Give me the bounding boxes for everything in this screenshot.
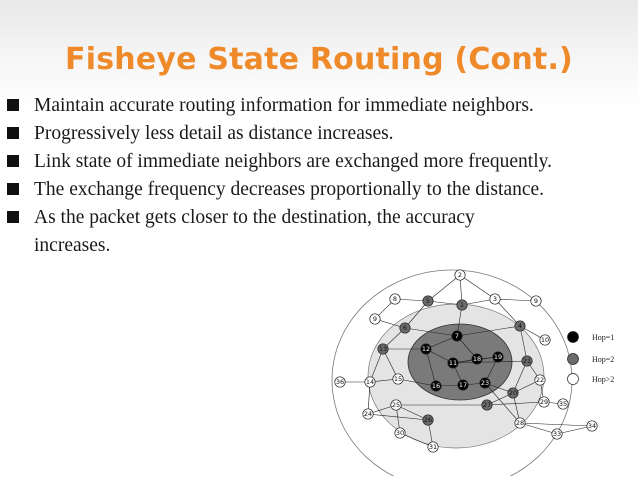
node-label: 7 <box>454 332 460 340</box>
node-label: 16 <box>431 382 441 390</box>
node-label: 14 <box>365 378 375 386</box>
square-bullet-icon <box>7 127 19 139</box>
node-label: 29 <box>539 398 549 406</box>
network-node-10 <box>540 335 550 345</box>
node-label: 26 <box>423 416 433 424</box>
node-label: 21 <box>522 357 532 365</box>
slide-title: Fisheye State Routing (Cont.) <box>65 42 573 77</box>
node-label: 34 <box>587 422 597 430</box>
network-node-7 <box>452 331 462 341</box>
node-label: 12 <box>421 345 431 353</box>
network-node-15 <box>393 374 403 384</box>
node-label: 36 <box>335 378 345 386</box>
node-label: 25 <box>391 401 401 409</box>
node-label: 33 <box>552 430 562 438</box>
bullet-item <box>0 94 638 122</box>
node-label: 6 <box>402 324 408 332</box>
network-node-21 <box>522 356 532 366</box>
bullet-text: Progressively less detail as distance increases. <box>34 123 394 144</box>
node-label: 15 <box>393 375 403 383</box>
node-label: 10 <box>540 336 550 344</box>
bullet-text-line2: increases. <box>34 235 111 256</box>
network-node-23 <box>480 378 490 388</box>
node-label: 11 <box>448 359 458 367</box>
node-label: 13 <box>378 345 388 353</box>
bullet-continuation <box>0 230 638 258</box>
bullet-text: Link state of immediate neighbors are exchanged more frequently. <box>34 151 552 172</box>
node-label: 9 <box>372 315 378 323</box>
network-node-13 <box>378 344 388 354</box>
node-label: 1 <box>459 301 465 309</box>
network-node-16 <box>431 381 441 391</box>
network-node-18 <box>472 354 482 364</box>
square-bullet-icon <box>7 155 19 167</box>
network-node-30 <box>395 428 405 438</box>
square-bullet-icon <box>7 99 19 111</box>
node-label: 23 <box>480 379 490 387</box>
legend-swatch <box>568 374 579 385</box>
network-node-12 <box>421 344 431 354</box>
bullet-item <box>0 178 638 206</box>
network-node-28 <box>515 418 525 428</box>
network-node-11 <box>448 358 458 368</box>
bullet-text: Maintain accurate routing information for immediate neighbors. <box>34 95 534 116</box>
network-node-33 <box>552 429 562 439</box>
network-node-27 <box>482 400 492 410</box>
bullet-text: The exchange frequency decreases proportionally to the distance. <box>34 179 545 200</box>
network-node-6 <box>400 323 410 333</box>
network-node-34 <box>587 421 597 431</box>
network-node-22 <box>535 375 545 385</box>
fisheye-network-diagram <box>330 258 635 476</box>
node-label: 30 <box>395 429 405 437</box>
node-label: 17 <box>458 381 468 389</box>
network-node-9 <box>370 314 380 324</box>
legend-label: Hop=1 <box>592 333 615 342</box>
bullet-item <box>0 122 638 150</box>
network-node-2 <box>455 270 465 280</box>
node-label: 28 <box>515 419 525 427</box>
node-label: 35 <box>558 400 568 408</box>
network-node-9 <box>531 296 541 306</box>
node-label: 2 <box>457 271 463 279</box>
node-label: 9 <box>533 297 539 305</box>
network-node-4 <box>515 321 525 331</box>
network-node-17 <box>458 380 468 390</box>
network-node-31 <box>428 442 438 452</box>
square-bullet-icon <box>7 211 19 223</box>
node-label: 20 <box>508 389 518 397</box>
bullet-item <box>0 150 638 178</box>
network-node-36 <box>335 377 345 387</box>
node-label: 27 <box>482 401 492 409</box>
network-node-3 <box>490 294 500 304</box>
network-node-8 <box>390 294 400 304</box>
legend-label: Hop=2 <box>592 355 615 364</box>
network-node-20 <box>508 388 518 398</box>
network-node-19 <box>493 352 503 362</box>
node-label: 19 <box>493 353 503 361</box>
node-label: 3 <box>492 295 498 303</box>
network-node-1 <box>457 300 467 310</box>
node-label: 4 <box>517 322 523 330</box>
network-node-14 <box>365 377 375 387</box>
legend <box>568 332 615 385</box>
legend-swatch <box>568 354 579 365</box>
bullet-list <box>0 94 638 258</box>
network-node-24 <box>363 409 373 419</box>
network-node-29 <box>539 397 549 407</box>
bullet-item <box>0 206 638 230</box>
legend-label: Hop>2 <box>592 375 615 384</box>
node-label: 5 <box>425 297 431 305</box>
node-label: 18 <box>472 355 482 363</box>
node-label: 8 <box>392 295 398 303</box>
square-bullet-icon <box>7 183 19 195</box>
network-node-26 <box>423 415 433 425</box>
node-label: 22 <box>535 376 545 384</box>
node-label: 31 <box>428 443 438 451</box>
network-node-5 <box>423 296 433 306</box>
legend-swatch <box>568 332 579 343</box>
bullet-text-line1: As the packet gets closer to the destination, the accuracy <box>34 207 475 228</box>
node-label: 24 <box>363 410 373 418</box>
network-node-25 <box>391 400 401 410</box>
network-node-35 <box>558 399 568 409</box>
